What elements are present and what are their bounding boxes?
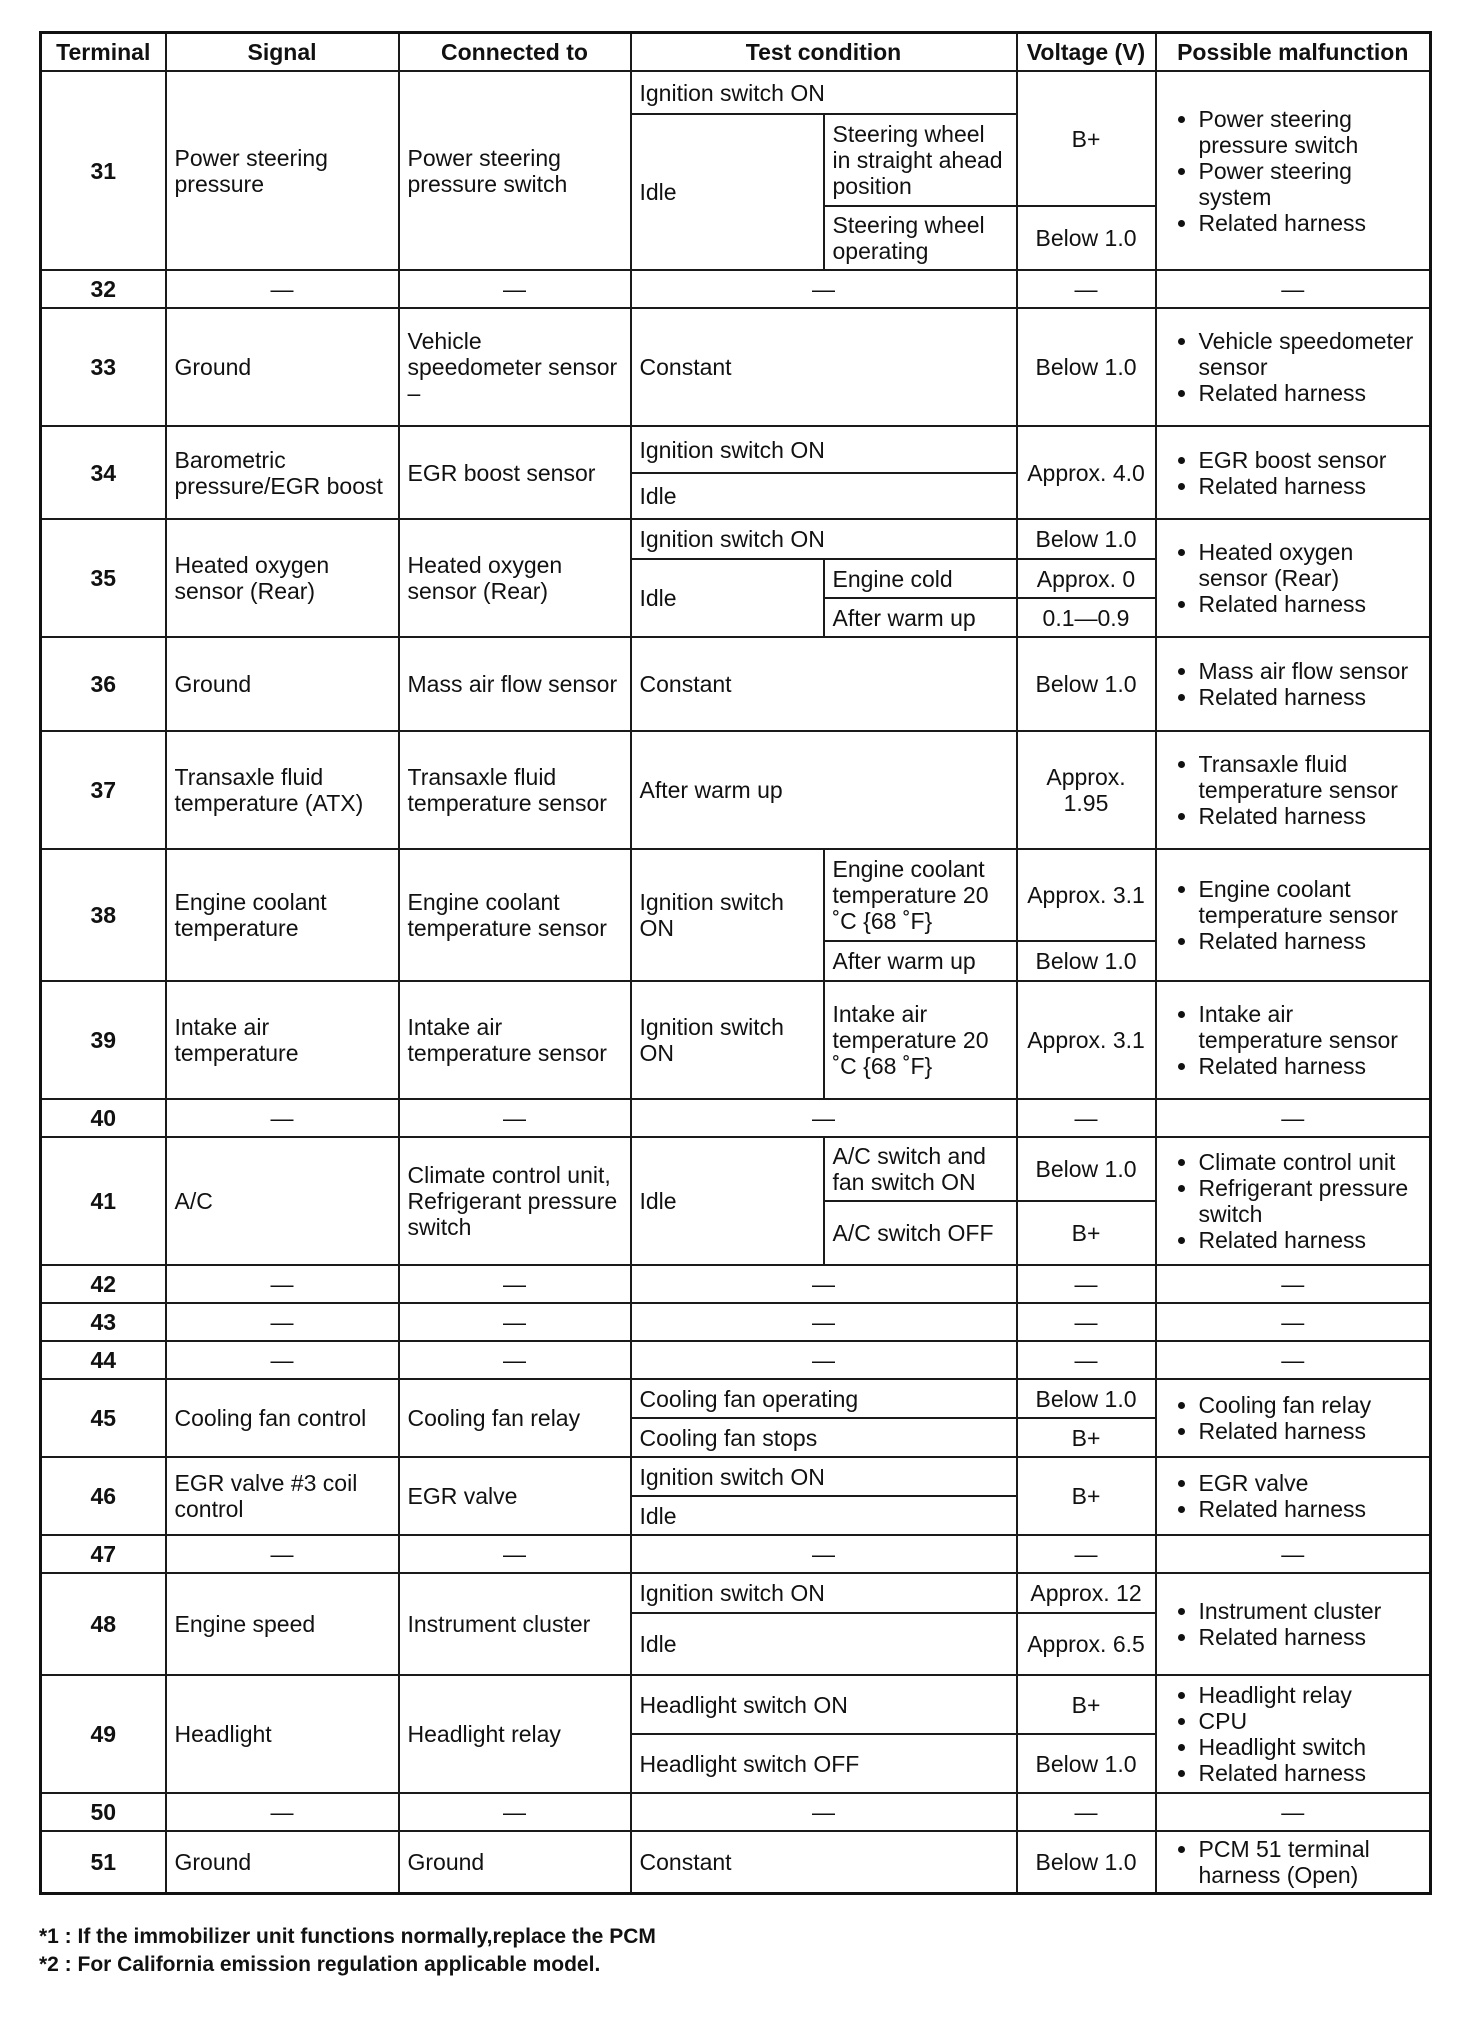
- test-sub-condition-cell: After warm up: [824, 941, 1017, 981]
- test-condition-cell: Idle: [631, 1496, 1017, 1535]
- list-item: • EGR boost sensor: [1199, 447, 1422, 473]
- voltage-cell: Approx. 3.1: [1017, 849, 1156, 941]
- test-sub-condition-cell: Steering wheel operating: [824, 206, 1017, 270]
- signal-cell: Heated oxygen sensor (Rear): [166, 519, 399, 637]
- list-item: • Related harness: [1199, 684, 1422, 710]
- connected-to-cell: Heated oxygen sensor (Rear): [399, 519, 631, 637]
- table-row: [41, 1457, 1431, 1496]
- list-item: • Vehicle speedometer sensor: [1199, 328, 1422, 380]
- signal-cell: Transaxle fluid temperature (ATX): [166, 731, 399, 849]
- header-connected-to: Connected to: [399, 33, 631, 72]
- test-condition-cell: Ignition switch ON: [631, 1573, 1017, 1613]
- empty-cell: —: [1017, 1265, 1156, 1303]
- voltage-cell: B+: [1017, 1201, 1156, 1265]
- empty-cell: —: [399, 270, 631, 308]
- voltage-cell: Below 1.0: [1017, 1379, 1156, 1418]
- signal-cell: Intake air temperature: [166, 981, 399, 1099]
- list-item: • Related harness: [1199, 1227, 1422, 1253]
- table-row: [41, 849, 1431, 941]
- malfunction-cell: [1156, 426, 1431, 519]
- empty-cell: —: [1156, 1535, 1431, 1573]
- test-sub-condition-cell: A/C switch and fan switch ON: [824, 1137, 1017, 1201]
- empty-cell: —: [1017, 1341, 1156, 1379]
- malfunction-list: [1165, 1836, 1422, 1888]
- empty-cell: —: [1156, 1793, 1431, 1831]
- list-item: • Instrument cluster: [1199, 1598, 1422, 1624]
- list-item: • Related harness: [1199, 803, 1422, 829]
- terminal-number: 35: [41, 519, 166, 637]
- terminal-number: 47: [41, 1535, 166, 1573]
- malfunction-cell: [1156, 981, 1431, 1099]
- malfunction-cell: [1156, 731, 1431, 849]
- empty-cell: —: [166, 1303, 399, 1341]
- footnote-2: *2 : For California emission regulation applicable model.: [39, 1953, 601, 1976]
- test-condition-cell: Ignition switch ON: [631, 849, 824, 981]
- voltage-cell: Approx. 0: [1017, 559, 1156, 598]
- empty-cell: —: [399, 1099, 631, 1137]
- connected-to-cell: Cooling fan relay: [399, 1379, 631, 1457]
- connected-to-cell: Climate control unit, Refrigerant pressure switch: [399, 1137, 631, 1265]
- terminal-voltage-table: [39, 31, 1432, 1895]
- terminal-number: 31: [41, 71, 166, 270]
- list-item: • Headlight switch: [1199, 1734, 1422, 1760]
- malfunction-cell: [1156, 71, 1431, 270]
- list-item: • Related harness: [1199, 380, 1422, 406]
- table-row: [41, 1137, 1431, 1201]
- malfunction-list: [1165, 1392, 1422, 1444]
- test-condition-cell: Idle: [631, 473, 1017, 519]
- signal-cell: Ground: [166, 1831, 399, 1893]
- table-row: [41, 1793, 1431, 1831]
- header-voltage: Voltage (V): [1017, 33, 1156, 72]
- terminal-number: 33: [41, 308, 166, 426]
- table-row: [41, 1303, 1431, 1341]
- empty-cell: —: [1156, 1341, 1431, 1379]
- signal-cell: Ground: [166, 637, 399, 731]
- empty-cell: —: [1017, 1535, 1156, 1573]
- malfunction-list: [1165, 1149, 1422, 1253]
- signal-cell: Engine coolant temperature: [166, 849, 399, 981]
- table-row: [41, 1341, 1431, 1379]
- signal-cell: Power steering pressure: [166, 71, 399, 270]
- malfunction-list: [1165, 1598, 1422, 1650]
- voltage-cell: Below 1.0: [1017, 941, 1156, 981]
- voltage-cell: B+: [1017, 1457, 1156, 1535]
- signal-cell: Barometric pressure/EGR boost: [166, 426, 399, 519]
- table-row: [41, 1675, 1431, 1734]
- malfunction-cell: [1156, 519, 1431, 637]
- signal-cell: Headlight: [166, 1675, 399, 1793]
- empty-cell: —: [1156, 1265, 1431, 1303]
- voltage-cell: Approx. 6.5: [1017, 1613, 1156, 1675]
- empty-cell: —: [399, 1303, 631, 1341]
- list-item: • Related harness: [1199, 1496, 1422, 1522]
- test-condition-cell: Ignition switch ON: [631, 1457, 1017, 1496]
- malfunction-list: [1165, 658, 1422, 710]
- header-signal: Signal: [166, 33, 399, 72]
- empty-cell: —: [166, 1793, 399, 1831]
- terminal-number: 32: [41, 270, 166, 308]
- list-item: • Cooling fan relay: [1199, 1392, 1422, 1418]
- malfunction-list: [1165, 876, 1422, 954]
- list-item: • Related harness: [1199, 1053, 1422, 1079]
- table-row: [41, 1379, 1431, 1418]
- test-sub-condition-cell: A/C switch OFF: [824, 1201, 1017, 1265]
- empty-cell: —: [631, 1303, 1017, 1341]
- empty-cell: —: [166, 1099, 399, 1137]
- test-condition-cell: Headlight switch OFF: [631, 1734, 1017, 1793]
- voltage-cell: Below 1.0: [1017, 519, 1156, 559]
- test-sub-condition-cell: Intake air temperature 20 ˚C {68 ˚F}: [824, 981, 1017, 1099]
- malfunction-cell: [1156, 1457, 1431, 1535]
- list-item: • EGR valve: [1199, 1470, 1422, 1496]
- voltage-cell: B+: [1017, 71, 1156, 206]
- test-condition-cell: Headlight switch ON: [631, 1675, 1017, 1734]
- voltage-cell: Below 1.0: [1017, 1137, 1156, 1201]
- terminal-number: 39: [41, 981, 166, 1099]
- test-condition-cell: Ignition switch ON: [631, 519, 1017, 559]
- test-condition-cell: Cooling fan operating: [631, 1379, 1017, 1418]
- terminal-number: 50: [41, 1793, 166, 1831]
- empty-cell: —: [631, 1341, 1017, 1379]
- test-condition-cell: Constant: [631, 637, 1017, 731]
- voltage-cell: 0.1—0.9: [1017, 598, 1156, 637]
- connected-to-cell: Engine coolant temperature sensor: [399, 849, 631, 981]
- malfunction-list: [1165, 447, 1422, 499]
- terminal-number: 36: [41, 637, 166, 731]
- malfunction-cell: [1156, 637, 1431, 731]
- empty-cell: —: [166, 1265, 399, 1303]
- malfunction-cell: [1156, 1675, 1431, 1793]
- terminal-number: 41: [41, 1137, 166, 1265]
- list-item: • Related harness: [1199, 1624, 1422, 1650]
- test-sub-condition-cell: After warm up: [824, 598, 1017, 637]
- terminal-voltage-table-container: [39, 31, 1429, 1895]
- test-condition-cell: Idle: [631, 1613, 1017, 1675]
- test-sub-condition-cell: Engine cold: [824, 559, 1017, 598]
- list-item: • Power steering system: [1199, 158, 1422, 210]
- voltage-cell: Below 1.0: [1017, 1734, 1156, 1793]
- empty-cell: —: [1017, 1793, 1156, 1831]
- empty-cell: —: [631, 1099, 1017, 1137]
- table-row: [41, 426, 1431, 473]
- terminal-number: 44: [41, 1341, 166, 1379]
- terminal-number: 48: [41, 1573, 166, 1675]
- list-item: • CPU: [1199, 1708, 1422, 1734]
- table-row: [41, 981, 1431, 1099]
- connected-to-cell: Transaxle fluid temperature sensor: [399, 731, 631, 849]
- table-row: [41, 519, 1431, 559]
- malfunction-cell: [1156, 1831, 1431, 1893]
- test-condition-cell: Ignition switch ON: [631, 981, 824, 1099]
- table-row: [41, 308, 1431, 426]
- empty-cell: —: [166, 1535, 399, 1573]
- list-item: • Headlight relay: [1199, 1682, 1422, 1708]
- connected-to-cell: Instrument cluster: [399, 1573, 631, 1675]
- connected-to-cell: Intake air temperature sensor: [399, 981, 631, 1099]
- header-possible-malfunction: Possible malfunction: [1156, 33, 1431, 72]
- voltage-cell: Below 1.0: [1017, 1831, 1156, 1893]
- test-condition-cell: Constant: [631, 308, 1017, 426]
- table-row: [41, 731, 1431, 849]
- empty-cell: —: [1156, 270, 1431, 308]
- table-row: [41, 1535, 1431, 1573]
- list-item: • Related harness: [1199, 1418, 1422, 1444]
- list-item: • Climate control unit: [1199, 1149, 1422, 1175]
- empty-cell: —: [1017, 270, 1156, 308]
- terminal-number: 40: [41, 1099, 166, 1137]
- list-item: • Related harness: [1199, 473, 1422, 499]
- test-condition-cell: Idle: [631, 114, 824, 270]
- test-sub-condition-cell: Steering wheel in straight ahead position: [824, 114, 1017, 206]
- voltage-cell: Approx. 4.0: [1017, 426, 1156, 519]
- voltage-cell: Approx. 1.95: [1017, 731, 1156, 849]
- empty-cell: —: [631, 1265, 1017, 1303]
- malfunction-cell: [1156, 1379, 1431, 1457]
- header-test-condition: Test condition: [631, 33, 1017, 72]
- malfunction-list: [1165, 1682, 1422, 1786]
- terminal-number: 37: [41, 731, 166, 849]
- header-row: [41, 33, 1431, 72]
- table-row: [41, 637, 1431, 731]
- table-row: [41, 270, 1431, 308]
- list-item: • Refrigerant pressure switch: [1199, 1175, 1422, 1227]
- test-condition-cell: Cooling fan stops: [631, 1418, 1017, 1457]
- list-item: • Power steering pressure switch: [1199, 106, 1422, 158]
- voltage-cell: Below 1.0: [1017, 206, 1156, 270]
- connected-to-cell: EGR valve: [399, 1457, 631, 1535]
- terminal-number: 42: [41, 1265, 166, 1303]
- footnote-1: *1 : If the immobilizer unit functions normally,replace the PCM: [39, 1925, 656, 1948]
- table-row: [41, 1099, 1431, 1137]
- test-condition-cell: Idle: [631, 1137, 824, 1265]
- voltage-cell: B+: [1017, 1418, 1156, 1457]
- empty-cell: —: [166, 270, 399, 308]
- malfunction-cell: [1156, 1573, 1431, 1675]
- malfunction-cell: [1156, 849, 1431, 981]
- footnotes: [39, 1923, 1429, 1979]
- terminal-number: 34: [41, 426, 166, 519]
- malfunction-cell: [1156, 1137, 1431, 1265]
- list-item: • Heated oxygen sensor (Rear): [1199, 539, 1422, 591]
- connected-to-cell: Headlight relay: [399, 1675, 631, 1793]
- voltage-cell: Approx. 12: [1017, 1573, 1156, 1613]
- list-item: • Related harness: [1199, 210, 1422, 236]
- empty-cell: —: [1156, 1099, 1431, 1137]
- header-terminal: Terminal: [41, 33, 166, 72]
- connected-to-cell: Mass air flow sensor: [399, 637, 631, 731]
- terminal-number: 49: [41, 1675, 166, 1793]
- empty-cell: —: [631, 1793, 1017, 1831]
- empty-cell: —: [399, 1793, 631, 1831]
- table-row: [41, 1265, 1431, 1303]
- empty-cell: —: [1017, 1303, 1156, 1341]
- table-row: [41, 71, 1431, 114]
- list-item: • Intake air temperature sensor: [1199, 1001, 1422, 1053]
- empty-cell: —: [399, 1265, 631, 1303]
- empty-cell: —: [1156, 1303, 1431, 1341]
- signal-cell: Ground: [166, 308, 399, 426]
- terminal-number: 45: [41, 1379, 166, 1457]
- terminal-number: 46: [41, 1457, 166, 1535]
- terminal-number: 38: [41, 849, 166, 981]
- connected-to-cell: Ground: [399, 1831, 631, 1893]
- test-sub-condition-cell: Engine coolant temperature 20 ˚C {68 ˚F}: [824, 849, 1017, 941]
- malfunction-list: [1165, 539, 1422, 617]
- empty-cell: —: [631, 1535, 1017, 1573]
- test-condition-cell: After warm up: [631, 731, 1017, 849]
- voltage-cell: Approx. 3.1: [1017, 981, 1156, 1099]
- empty-cell: —: [631, 270, 1017, 308]
- connected-to-cell: EGR boost sensor: [399, 426, 631, 519]
- table-row: [41, 1573, 1431, 1613]
- list-item: • Transaxle fluid temperature sensor: [1199, 751, 1422, 803]
- list-item: • Related harness: [1199, 591, 1422, 617]
- malfunction-list: [1165, 1001, 1422, 1079]
- list-item: • Mass air flow sensor: [1199, 658, 1422, 684]
- empty-cell: —: [399, 1341, 631, 1379]
- terminal-number: 43: [41, 1303, 166, 1341]
- test-condition-cell: Idle: [631, 559, 824, 637]
- signal-cell: A/C: [166, 1137, 399, 1265]
- malfunction-cell: [1156, 308, 1431, 426]
- malfunction-list: [1165, 1470, 1422, 1522]
- voltage-cell: Below 1.0: [1017, 308, 1156, 426]
- empty-cell: —: [166, 1341, 399, 1379]
- table-row: [41, 1831, 1431, 1893]
- terminal-number: 51: [41, 1831, 166, 1893]
- voltage-cell: Below 1.0: [1017, 637, 1156, 731]
- empty-cell: —: [1017, 1099, 1156, 1137]
- test-condition-cell: Constant: [631, 1831, 1017, 1893]
- empty-cell: —: [399, 1535, 631, 1573]
- malfunction-list: [1165, 751, 1422, 829]
- list-item: • Engine coolant temperature sensor: [1199, 876, 1422, 928]
- malfunction-list: [1165, 328, 1422, 406]
- list-item: • Related harness: [1199, 1760, 1422, 1786]
- list-item: • Related harness: [1199, 928, 1422, 954]
- list-item: • PCM 51 terminal harness (Open): [1199, 1836, 1422, 1888]
- connected-to-cell: Power steering pressure switch: [399, 71, 631, 270]
- malfunction-list: [1165, 106, 1422, 236]
- signal-cell: Cooling fan control: [166, 1379, 399, 1457]
- signal-cell: Engine speed: [166, 1573, 399, 1675]
- test-condition-cell: Ignition switch ON: [631, 71, 1017, 114]
- connected-to-cell: Vehicle speedometer sensor –: [399, 308, 631, 426]
- voltage-cell: B+: [1017, 1675, 1156, 1734]
- signal-cell: EGR valve #3 coil control: [166, 1457, 399, 1535]
- test-condition-cell: Ignition switch ON: [631, 426, 1017, 473]
